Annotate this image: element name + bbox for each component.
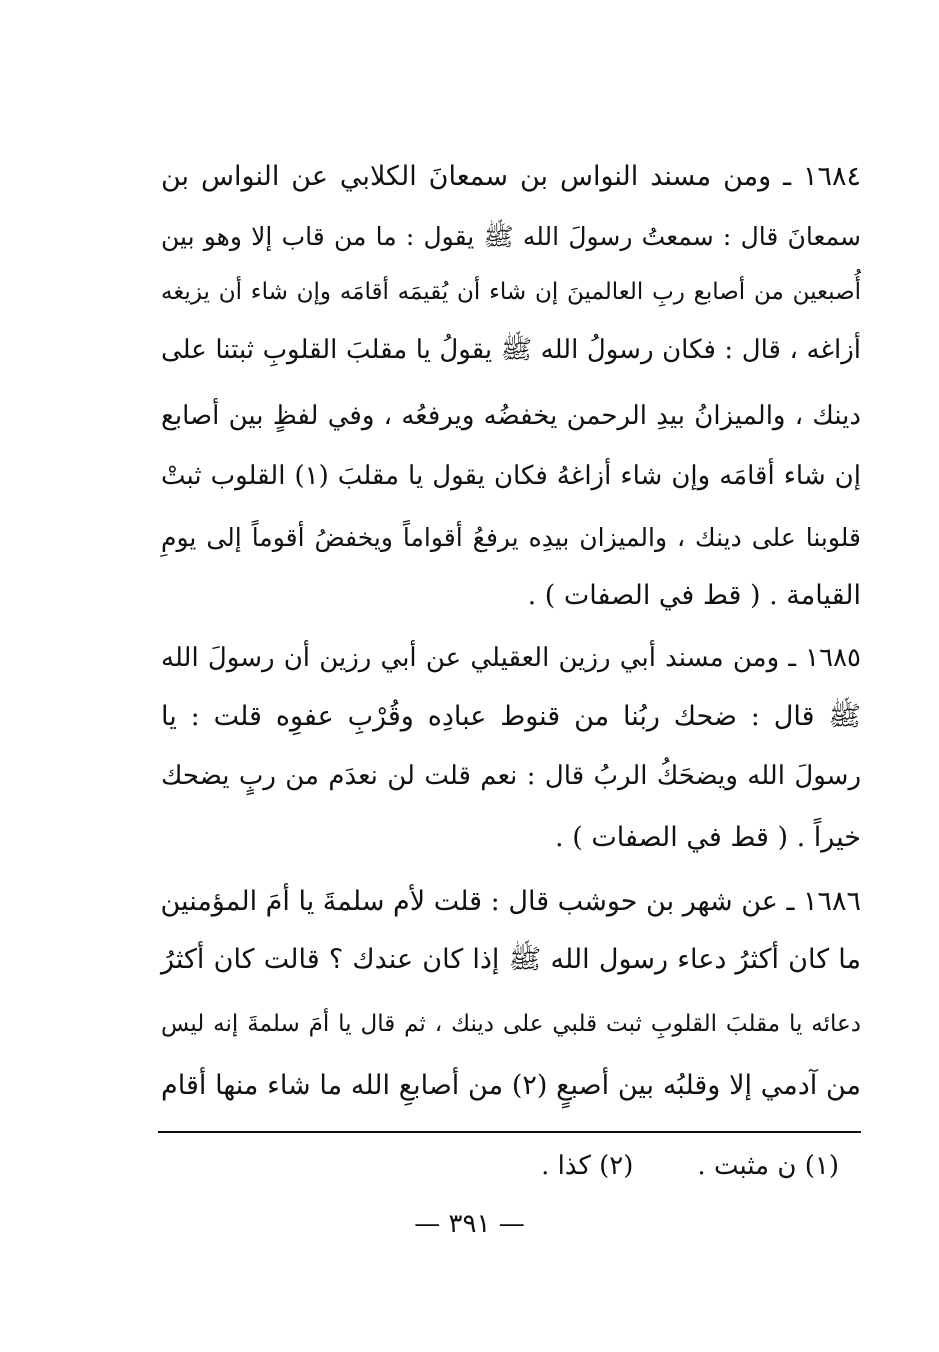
page-number: — ٣٩١ — [414,1209,525,1239]
hadith-1684-line-5: دينك ، والميزانُ بيدِ الرحمن يخفضُه ويرفعُه ، وفي لفظٍ بين أصابع [161,401,861,431]
hadith-1684-line-3: أُصبعين من أصابع ربِ العالمينَ إن شاء أن يُقيمَه أقامَه وإن شاء أن يزيغه [161,279,861,305]
hadith-1684-line-6: إن شاء أقامَه وإن شاء أزاغهُ فكان يقول يا مقلبَ (١) القلوب ثبتْ [161,461,861,491]
hadith-1685-line-1: ١٦٨٥ ـ ومن مسند أبي رزين العقيلي عن أبي رزين أن رسولَ الله [161,643,861,673]
hadith-1684-line-1: ١٦٨٤ ـ ومن مسند النواس بن سمعانَ الكلابي عن النواس بن [161,161,861,192]
footnote-1: (١) ن مثبت . [697,1151,839,1181]
hadith-1684-line-7: قلوبنا على دينك ، والميزان بيدِه يرفعُ أقواماً ويخفضُ أقوماً إلى يومِ [161,523,861,552]
hadith-1685-line-2: ﷺ قال : ضحك ربُنا من قنوط عبادِه وقُرْبِ عفوِه قلت : يا [161,701,861,732]
hadith-1686-line-4: من آدمي إلا وقلبُه بين أصبعٍ (٢) من أصابعِ الله ما شاء منها أقام [161,1070,861,1101]
hadith-1684-line-8: القيامة . ( قط في الصفات ) . [527,580,861,611]
hadith-1686-line-1: ١٦٨٦ ـ عن شهر بن حوشب قال : قلت لأم سلمةَ يا أمَ المؤمنين [160,886,861,917]
hadith-1685-line-3: رسولَ الله ويضحَكُ الربُ قال : نعم قلت لن نعدَم من ربٍ يضحك [161,761,861,791]
hadith-1684-line-2: سمعانَ قال : سمعتُ رسولَ الله ﷺ يقول : ما من قاب إلا وهو بين [161,222,861,251]
footnote-2: (٢) كذا . [541,1151,634,1181]
hadith-1686-line-2: ما كان أكثرُ دعاء رسول الله ﷺ إذا كان عندك ؟ قالت كان أكثرُ [161,944,861,975]
footnote-divider [158,1131,861,1133]
footnotes [541,1146,839,1186]
hadith-1685-line-4: خيراً . ( قط في الصفات ) . [555,822,861,853]
hadith-1684-line-4: أزاغه ، قال : فكان رسولُ الله ﷺ يقولُ يا مقلبَ القلوبِ ثبتنا على [161,335,861,365]
hadith-1686-line-3: دعائه يا مقلبَ القلوبِ ثبت قلبي على دينك ، ثم قال يا أمَ سلمةَ إنه ليس [161,1011,861,1037]
